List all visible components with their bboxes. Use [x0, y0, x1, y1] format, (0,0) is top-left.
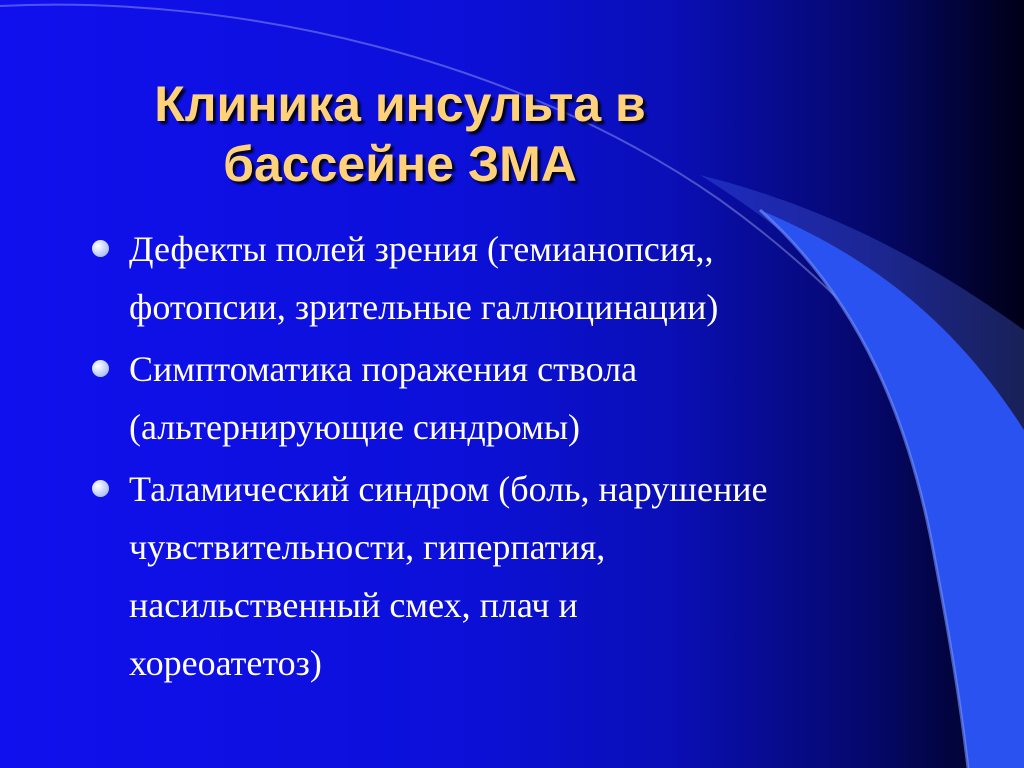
- bullet-item: [92, 460, 972, 692]
- bullet-dot-icon: [92, 240, 109, 257]
- bullet-line: фотопсии, зрительные галлюцинации): [129, 287, 719, 327]
- bullet-text: [129, 220, 972, 336]
- bullet-line: Дефекты полей зрения (гемианопсия,,: [129, 229, 714, 269]
- bullet-line: насильственный смех, плач и: [129, 585, 578, 625]
- bullet-line: Таламический синдром (боль, нарушение: [129, 469, 768, 509]
- bullet-text: [129, 460, 972, 692]
- bullet-item: [92, 220, 972, 336]
- bullet-list: [92, 220, 972, 696]
- bullet-text: [129, 340, 972, 456]
- title-line: Клиника инсульта в: [154, 76, 646, 132]
- bullet-line: чувствительности, гиперпатия,: [129, 527, 606, 567]
- bullet-line: (альтернирующие синдромы): [129, 407, 581, 447]
- bullet-dot-icon: [92, 360, 109, 377]
- slide-title: [120, 74, 680, 194]
- bullet-item: [92, 340, 972, 456]
- title-line: бассейне ЗМА: [223, 136, 577, 192]
- bullet-line: хореоатетоз): [129, 643, 322, 683]
- bullet-dot-icon: [92, 480, 109, 497]
- bullet-line: Симптоматика поражения ствола: [129, 349, 638, 389]
